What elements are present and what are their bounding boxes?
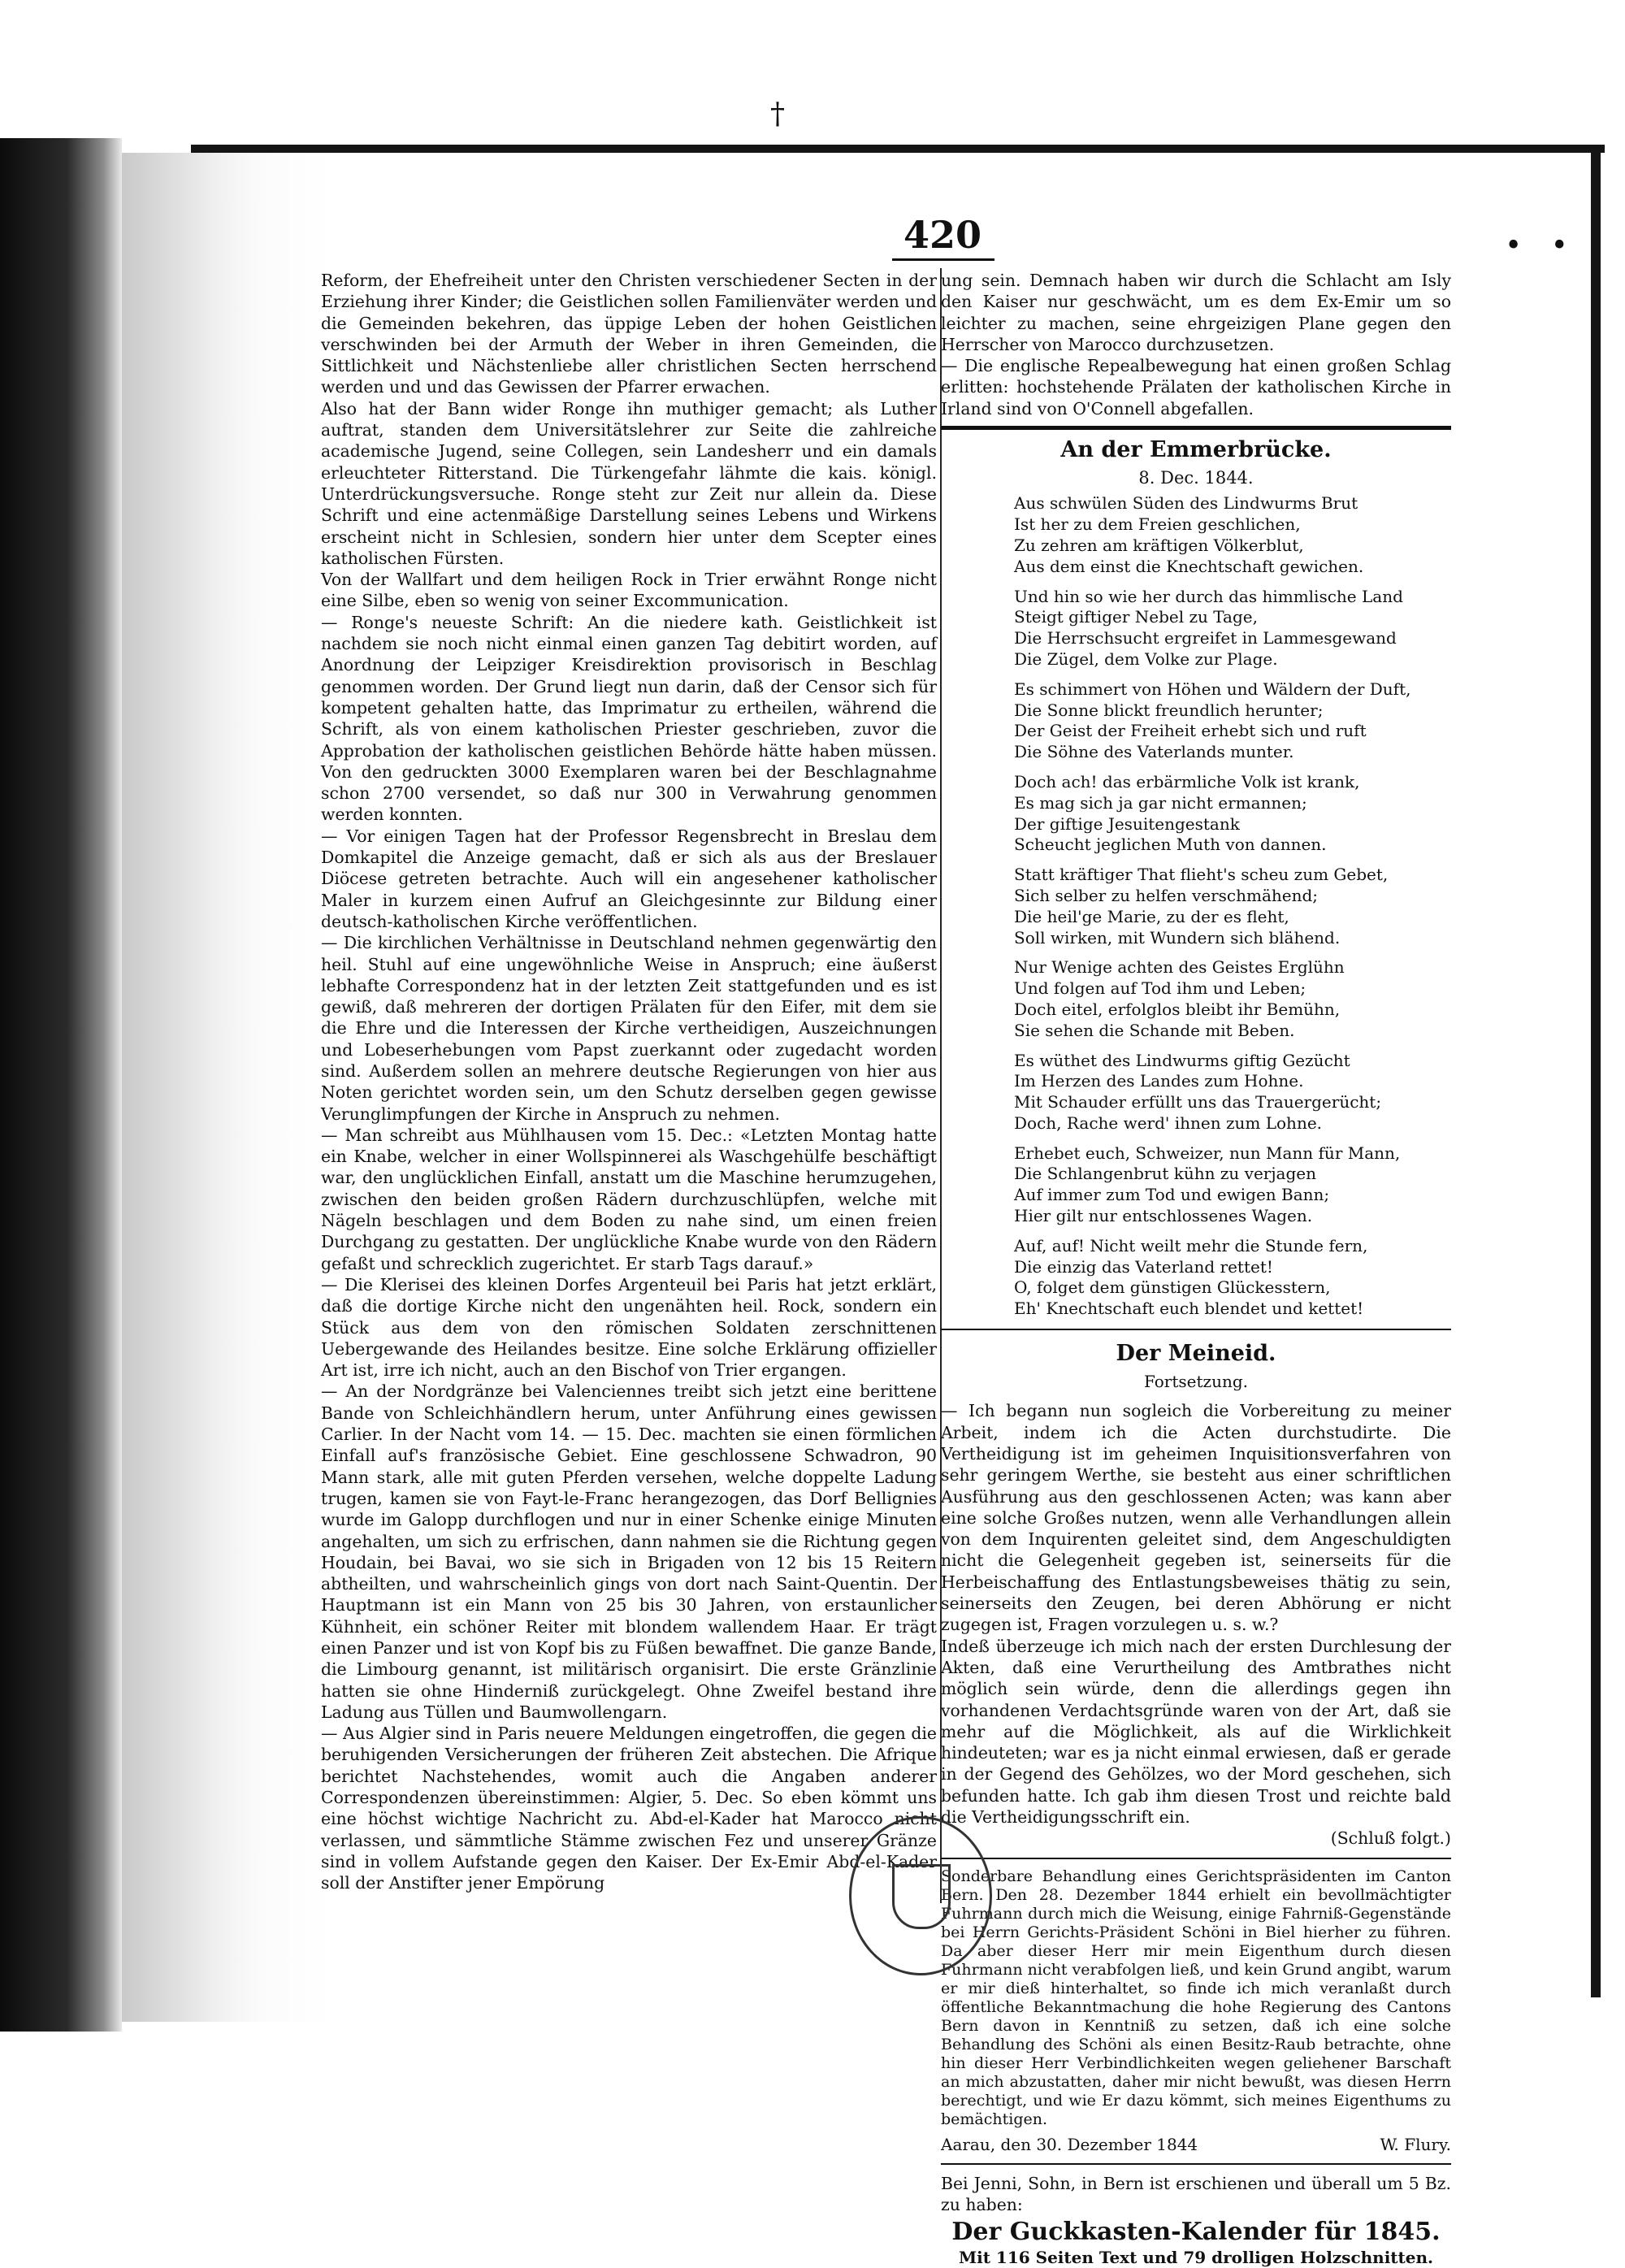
poem-stanza [1014,587,1451,670]
article-paragraph: Also hat der Bann wider Ronge ihn muthiger gemacht; als Luther auftrat, standen dem Universitätslehrer zur Seite die zahlreiche academische Jugend, seine Collegen, sein Landesherr und ein damals erleuchteter Ritterstand. Die Türkengefahr lähmte die kais. königl. Unterdrückungsversuche. Ronge steht zur Zeit nur allein da. Diese Schrift und eine actenmäßige Darstellung seines Lebens und Wirkens erscheint nicht in Schlesien, sondern hier unter dem Scepter eines katholischen Fürsten. [321,398,937,568]
poem-line: Die Schlangenbrut kühn zu verjagen [1014,1164,1317,1184]
ad-title: Der Guckkasten-Kalender für 1845. [951,2218,1441,2247]
left-column [321,270,937,1894]
poem-line: Auf immer zum Tod und ewigen Bann; [1014,1185,1330,1205]
section-rule [941,1329,1451,1330]
article-paragraph: Reform, der Ehefreiheit unter den Christen verschiedener Secten in der Erziehung ihrer Kinder; die Geistlichen sollen Familienväter werden und die Gemeinden bekehren, das üppige Leben der hohen Geistlichen verschwinden bei der Armuth der Weber in ihren Gemeinden, die Sittlichkeit und Nächstenliebe aller christlichen Secten herrschend werden und und das Gewissen der Pfarrer erwachen. [321,271,937,397]
poem-line: Die Söhne des Vaterlands munter. [1014,742,1294,762]
story-body [941,1400,1451,1828]
poem-line: Die einzig das Vaterland rettet! [1014,1256,1273,1277]
article-paragraph: — Die kirchlichen Verhältnisse in Deutschland nehmen gegenwärtig den heil. Stuhl auf eine ungewöhnliche Weise in Anspruch; eine äußerst lebhafte Correspondenz hat in der letzten Zeit stattgefunden und es ist gewiß, daß mehreren der dortigen Prälaten für den Eifer, mit dem sie die Ehre und die Interessen der Kirche vertheidigen, Auszeichnungen und Lobeserhebungen vom Papst zuerkannt oder zugedacht worden sind. Außerdem sollen an mehrere deutsche Regierungen von hier aus Noten gerichtet worden sein, um den Schutz derselben gegen gewisse Verunglimpfungen der Kirche in Anspruch zu nehmen. [321,933,937,1124]
poem-line: Und hin so wie her durch das himmlische Land [1014,586,1403,606]
poem-line: Der Geist der Freiheit erhebt sich und ruft [1014,721,1367,741]
poem-stanza [1014,1051,1451,1134]
section-rule [941,426,1451,430]
repeal-news: — Die englische Repealbewegung hat einen großen Schlag erlitten: hochstehende Prälaten der katholischen Kirche in Irland sind von O'Connell abgefallen. [941,356,1451,418]
poem-stanza [1014,865,1451,948]
page-number: 420 [903,213,982,257]
stray-mark: † [770,98,785,131]
poem-line: Soll wirken, mit Wundern sich blähend. [1014,927,1341,948]
poem-line: Auf, auf! Nicht weilt mehr die Stunde fern, [1014,1235,1368,1255]
story-title: Der Meineid. [1116,1341,1276,1367]
page-number-rule [892,258,994,261]
poem-line: Hier gilt nur entschlossenes Wagen. [1014,1206,1313,1226]
poem-stanza [1014,493,1451,577]
story-subtitle: Fortsetzung. [1143,1372,1249,1392]
book-top-edge [191,145,1605,153]
poem-line: Die Herrschsucht ergreifet in Lammesgewand [1014,628,1397,648]
poem-title: An der Emmerbrücke. [1060,437,1332,463]
poem-line: Erhebet euch, Schweizer, nun Mann für Mann, [1014,1143,1401,1163]
poem-line: Aus dem einst die Knechtschaft gewichen. [1014,556,1364,576]
article-paragraph: — Ronge's neueste Schrift: An die niedere kath. Geistlichkeit ist nachdem sie noch nicht einmal einen ganzen Tag debitirt worden, auf Anordnung der Leipziger Kreisdirektion provisorisch in Beschlag genommen worden. Der Grund liegt nun darin, daß der Censor sich für kompetent gehalten hatte, das Imprimatur zu ertheilen, während die Schrift, als von einem katholischen Priester geschrieben, zuvor die Approbation der katholischen geistlichen Behörde hätte haben müssen. Von den gedruckten 3000 Exemplaren waren bei der Beschlagnahme schon 2700 versendet, so daß nur 300 in Verwahrung genommen werden konnten. [321,612,937,825]
library-stamp-icon [849,1816,992,1975]
continuation-text: ung sein. Demnach haben wir durch die Schlacht am Isly den Kaiser nur geschwächt, um es dem Ex-Emir um so leichter zu machen, seine ehrgeizigen Plane gegen den Herrscher von Marocco durchzusetzen. [941,271,1451,354]
notice-text: Sonderbare Behandlung eines Gerichtspräsidenten im Canton Bern. Den 28. Dezember 1844 erhielt ein bevollmächtigter Fuhrmann durch mich die Weisung, einige Fahrniß-Gegenstände bei Herrn Gerichts-Präsident Schöni in Biel hierher zu führen. Da aber dieser Herr mir mein Eigenthum durch diesen Fuhrmann nicht verabfolgen ließ, und kein Grund angibt, warum er mir dieß hinterhaltet, so finde ich mich veranlaßt durch öffentliche Bekanntmachung die hohe Regierung des Cantons Bern davon in Kenntniß zu setzen, daß ich eine solche Behandlung des Schöni als einen Besitz-Raub betrachte, ohne hin dieser Herr Verbindlichkeiten wegen geliehener Barschaft an mich abzustatten, daher mir nicht bewußt, was diesen Herrn berechtigt, und wie Er dazu kömmt, sich meines Eigenthums zu bemächtigen. [941,1867,1451,2128]
poem-line: Statt kräftiger That flieht's scheu zum Gebet, [1014,865,1389,885]
poem-line: Sich selber zu helfen verschmähend; [1014,885,1319,905]
poem-date: 8. Dec. 1844. [1138,468,1254,488]
poem-line: Scheucht jeglichen Muth von dannen. [1014,835,1327,855]
shield-icon [892,1864,951,1929]
story-paragraph: Indeß überzeuge ich mich nach der ersten Durchlesung der Akten, daß eine Verurtheilung des Amtbrathes nicht möglich sein würde, denn die allerdings gegen ihn vorhandenen Verdachtsgründe waren von der Art, daß sie mehr auf die Möglichkeit, als auf die Wirklichkeit hindeuteten; war es ja nicht einmal erwiesen, daß er gerade in der Gegend des Gehölzes, wo der Mord geschehen, sich befunden hatte. Ich gab ihm diesen Trost und reichte bald die Vertheidigungsschrift ein. [941,1636,1451,1827]
poem-stanza [1014,1236,1451,1320]
ad-subtitle: Mit 116 Seiten Text und 79 drolligen Holzschnitten. [958,2247,1434,2267]
right-column [941,270,1451,2268]
poem-line: Die Sonne blickt freundlich herunter; [1014,700,1324,720]
poem-line: Es schimmert von Höhen und Wäldern der Duft, [1014,679,1411,699]
notice-signature: W. Flury. [1380,2134,1451,2154]
story-paragraph: — Ich begann nun sogleich die Vorbereitung zu meiner Arbeit, indem ich die Acten durchstudirte. Die Vertheidigung ist im geheimen Inquisitionsverfahren von sehr geringem Werthe, sie besteht aus einer schriftlichen Ausführung aus den geschlossenen Acten; was kann aber eine solche Großes nutzen, wenn alle Verhandlungen allein von dem Inquirenten geleitet sind, dem Angeschuldigten nicht die Gelegenheit gegeben ist, seinerseits für die Herbeischaffung des Entlastungsbeweises thätig zu sein, seinerseits den Zeugen, bei deren Abhörung er nicht zugegen ist, Fragen vorzulegen u. s. w.? [941,1401,1451,1635]
poem-line: Die Zügel, dem Volke zur Plage. [1014,648,1278,669]
poem-line: Es wüthet des Lindwurms giftig Gezücht [1014,1050,1350,1070]
article-paragraph: — Vor einigen Tagen hat der Professor Regensbrecht in Breslau dem Domkapitel die Anzeige gemacht, daß er sich als aus der Breslauer Diöcese getreten betrachte. Auch will ein angesehener katholischer Maler in kurzem einen Aufruf an Gleichgesinnte zur Bildung einer deutsch-katholischen Kirche veröffentlichen. [321,826,937,931]
poem-line: Aus schwülen Süden des Lindwurms Brut [1014,493,1358,514]
poem-line: Zu zehren am kräftigen Völkerblut, [1014,535,1304,555]
poem-stanza [1014,679,1451,763]
article-paragraph: Von der Wallfart und dem heiligen Rock in Trier erwähnt Ronge nicht eine Silbe, eben so wenig von seiner Excommunication. [321,570,937,611]
section-rule [941,2163,1451,2165]
poem-stanza [1014,772,1451,856]
corner-marks: • • [1505,229,1578,262]
section-rule [941,1858,1451,1859]
poem-line: Und folgen auf Tod ihm und Leben; [1014,978,1306,999]
poem-line: Ist her zu dem Freien geschlichen, [1014,514,1301,535]
ad-intro: Bei Jenni, Sohn, in Bern ist erschienen und überall um 5 Bz. zu haben: [941,2173,1451,2215]
poem-line: Doch ach! das erbärmliche Volk ist krank, [1014,771,1360,791]
article-paragraph: — Aus Algier sind in Paris neuere Meldungen eingetroffen, die gegen die beruhigenden Versicherungen der früheren Zeit abstechen. Die Afrique berichtet Nachstehendes, womit auch die Angaben anderer Correspondenzen übereinstimmen: Algier, 5. Dec. So eben kömmt uns eine höchst wichtige Nachricht zu. Abd-el-Kader hat Marocco nicht verlassen, und sämmtliche Stämme zwischen Fez und unserer Gränze sind in vollem Aufstande gegen den Kaiser. Der Ex-Emir Abd-el-Kader soll der Anstifter jener Empörung [321,1724,937,1893]
book-right-edge [1591,145,1601,1997]
story-end: (Schluß folgt.) [1330,1828,1451,1849]
poem-line: O, folget dem günstigen Glückesstern, [1014,1277,1331,1298]
article-paragraph: — An der Nordgränze bei Valenciennes treibt sich jetzt eine berittene Bande von Schleichhändlern herum, unter Anführung eines gewissen Carlier. In der Nacht vom 14. — 15. Dec. machten sie einen förmlichen Einfall auf's französische Gebiet. Eine geschlossene Schwadron, 90 Mann stark, alle mit guten Pferden versehen, welche doppelte Ladung trugen, kamen sie von Fayt-le-Franc herangezogen, das Dorf Bellignies wurde im Galopp durchflogen und nur in einer Schenke einige Minuten angehalten, um sich zu erfrischen, dann nahmen sie die Richtung gegen Houdain, bei Bavai, wo sie sich in Brigaden von 12 bis 15 Reitern abtheilten, und wahrscheinlich gings von dort nach Saint-Quentin. Der Hauptmann ist ein Mann von 25 bis 30 Jahren, von erstaunlicher Kühnheit, ein schöner Reiter mit blondem wallendem Haar. Er trägt einen Panzer und ist von Kopf bis zu Füßen bewaffnet. Die ganze Bande, die Limbourg genannt, ist militärisch organisirt. Die erste Gränzlinie hatten sie ohne Hinderniß zurückgelegt. Ohne Zweifel bestand ihre Ladung aus Tüllen und Baumwollengarn. [321,1381,937,1722]
poem-line: Die heil'ge Marie, zu der es fleht, [1014,906,1289,926]
poem-line: Doch eitel, erfolglos bleibt ihr Bemühn, [1014,999,1341,1019]
scanner-shadow [0,138,122,2032]
poem [1014,493,1451,1320]
poem-line: Der giftige Jesuitengestank [1014,813,1240,834]
notice-signature-line [941,2134,1451,2155]
poem-line: Sie sehen die Schande mit Beben. [1014,1020,1295,1040]
poem-line: Es mag sich ja gar nicht ermannen; [1014,792,1307,813]
poem-line: Doch, Rache werd' ihnen zum Lohne. [1014,1112,1323,1133]
poem-stanza [1014,1143,1451,1227]
article-paragraph: — Die Klerisei des kleinen Dorfes Argenteuil bei Paris hat jetzt erklärt, daß die dortige Kirche nicht den ungenähten heil. Rock, sondern ein Stück aus dem von den römischen Soldaten zerschnittenen Uebergewande des Heilandes besitze. Eine solche Erklärung offizieller Art ist, irre ich nicht, auch an den Bischof von Trier ergangen. [321,1274,937,1381]
poem-line: Mit Schauder erfüllt uns das Trauergerücht; [1014,1092,1382,1112]
poem-line: Nur Wenige achten des Geistes Erglühn [1014,957,1345,978]
article-paragraph: — Man schreibt aus Mühlhausen vom 15. Dec.: «Letzten Montag hatte ein Knabe, welcher in einer Wollspinnerei als Waschgehülfe beschäftigt war, den unglücklichen Einfall, anstatt um die Maschine herumzugehen, zwischen den beiden großen Rädern durchzuschlüpfen, welche mit Nägeln beschlagen und dem Boden zu nahe sind, um einen freien Durchgang zu gestatten. Der unglückliche Knabe wurde von den Rädern gefaßt und schrecklich zugerichtet. Er starb Tags darauf.» [321,1125,937,1273]
poem-line: Eh' Knechtschaft euch blendet und kettet! [1014,1299,1364,1319]
notice-place-date: Aarau, den 30. Dezember 1844 [941,2134,1198,2154]
poem-stanza [1014,957,1451,1041]
poem-line: Steigt giftiger Nebel zu Tage, [1014,607,1258,627]
poem-line: Im Herzen des Landes zum Hohne. [1014,1071,1304,1091]
